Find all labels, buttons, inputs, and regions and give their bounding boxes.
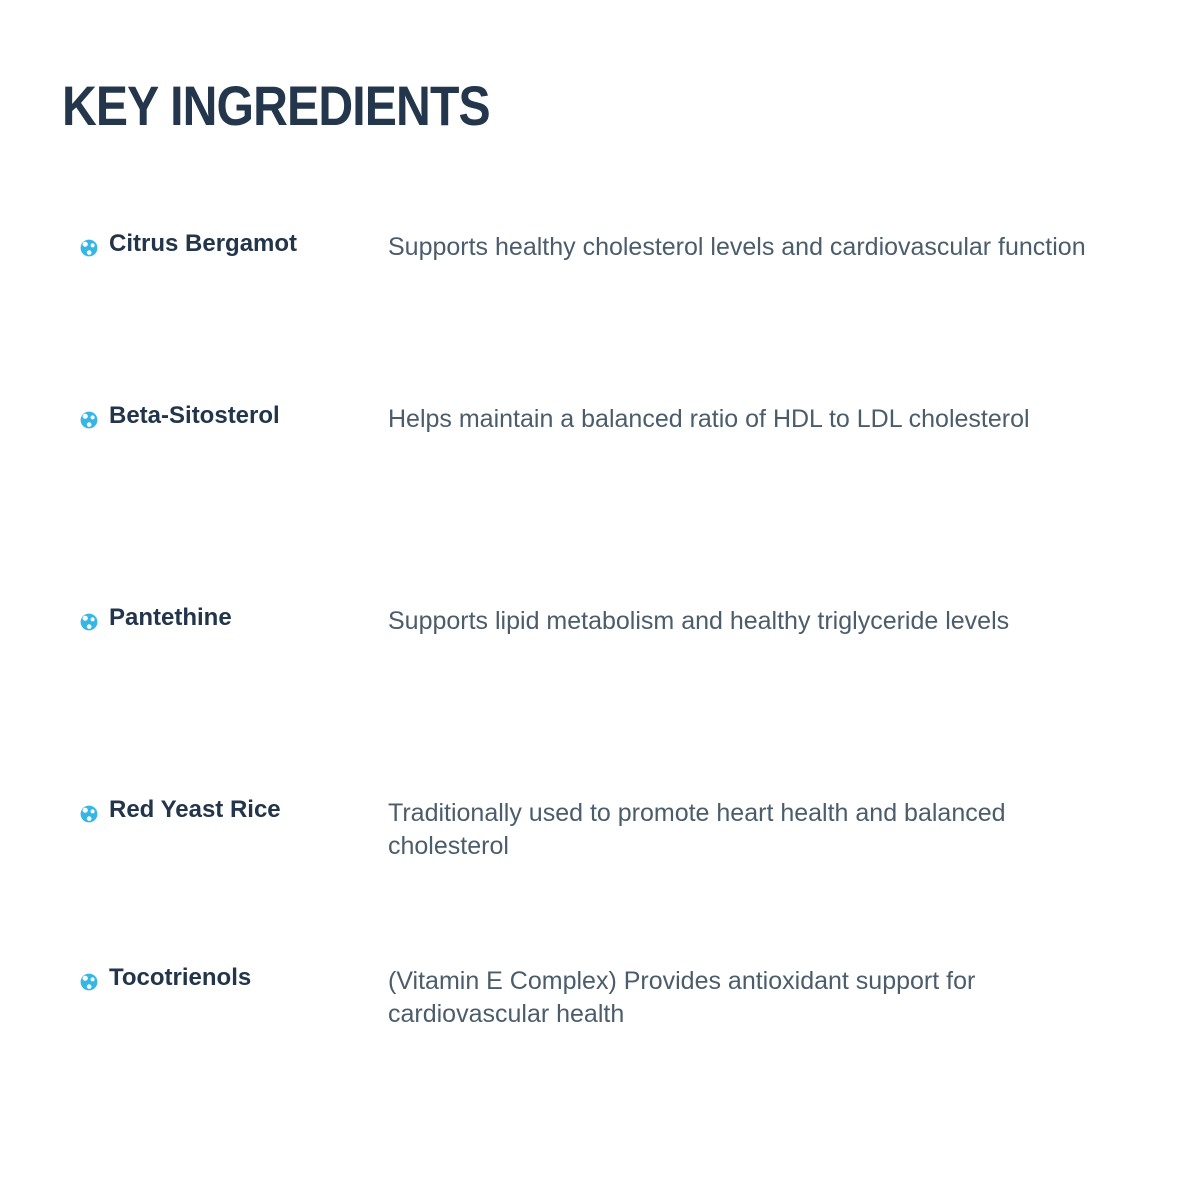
ingredient-label-group: [78, 962, 378, 993]
ingredient-label-group: [78, 602, 378, 633]
cluster-dots-icon: [78, 803, 100, 825]
cluster-dots-icon: [78, 237, 100, 259]
list-item: [0, 602, 1200, 794]
ingredient-description: Supports lipid metabolism and healthy triglyceride levels: [388, 607, 1010, 635]
ingredient-label-group: [78, 228, 378, 259]
cluster-dots-icon: [78, 611, 100, 633]
ingredient-list: [0, 228, 1200, 1112]
cluster-dots-icon: [78, 409, 100, 431]
ingredient-name: Beta-Sitosterol: [109, 402, 280, 429]
ingredient-name: Citrus Bergamot: [109, 230, 298, 257]
page-title: KEY INGREDIENTS: [62, 73, 490, 137]
ingredient-label-group: [78, 400, 378, 431]
ingredient-name: Tocotrienols: [109, 964, 252, 991]
ingredient-description: Supports healthy cholesterol levels and cardiovascular function: [388, 233, 1086, 261]
ingredient-description: Helps maintain a balanced ratio of HDL to LDL cholesterol: [388, 405, 1030, 433]
list-item: [0, 794, 1200, 962]
cluster-dots-icon: [78, 971, 100, 993]
list-item: [0, 962, 1200, 1112]
list-item: [0, 228, 1200, 400]
ingredient-description: (Vitamin E Complex) Provides antioxidant support for cardiovascular health: [388, 967, 976, 1028]
list-item: [0, 400, 1200, 602]
ingredient-description: Traditionally used to promote heart health and balanced cholesterol: [388, 799, 1006, 860]
ingredient-label-group: [78, 794, 378, 825]
ingredient-name: Pantethine: [109, 604, 232, 631]
ingredient-name: Red Yeast Rice: [109, 796, 281, 823]
